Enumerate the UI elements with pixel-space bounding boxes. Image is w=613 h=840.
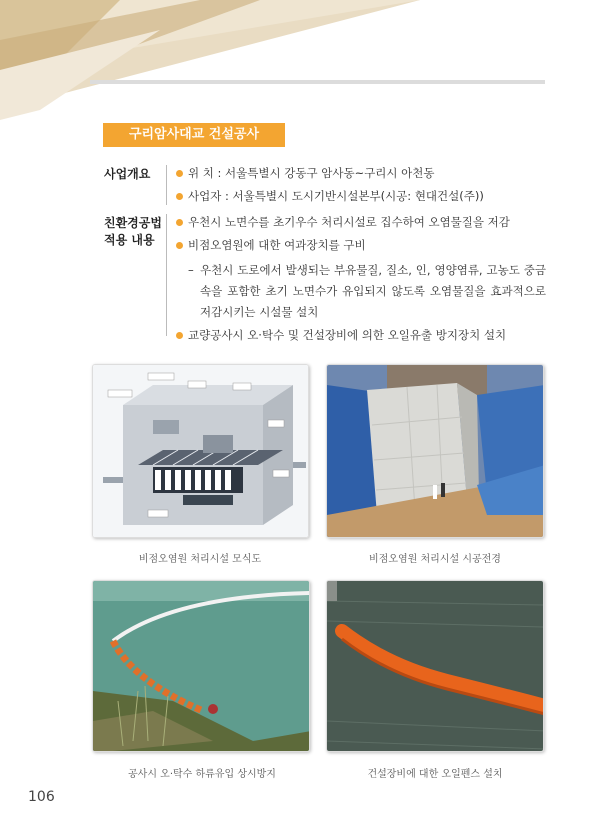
list-item: 비점오염원에 대한 여과장치를 구비 bbox=[176, 237, 546, 254]
list-item: 교량공사시 오·탁수 및 건설장비에 의한 오일유출 방지장치 설치 bbox=[176, 327, 546, 344]
construction-site-photo bbox=[326, 364, 544, 538]
bullet-icon bbox=[176, 170, 183, 177]
header-decoration bbox=[0, 0, 613, 140]
eco-list bbox=[176, 214, 546, 350]
photo-caption: 비점오염원 처리시설 모식도 bbox=[138, 554, 262, 565]
section-title: 구리암사대교 건설공사 bbox=[103, 123, 285, 147]
overview-label: 사업개요 bbox=[104, 167, 151, 181]
overview-divider bbox=[166, 165, 167, 205]
header-rule bbox=[90, 80, 545, 84]
list-item: 우천시 노면수를 초기우수 처리시설로 집수하여 오염물질을 저감 bbox=[176, 214, 546, 231]
bullet-icon bbox=[176, 332, 183, 339]
sub-list-item: – 우천시 도로에서 발생되는 부유물질, 질소, 인, 영양염류, 고농도 중금속을 포함한 초기 노면수가 유입되지 않도록 오염물질을 효과적으로 저감시키는 시설물 설치 bbox=[188, 263, 546, 319]
list-item: 사업자 : 서울특별시 도시기반시설본부(시공: 현대건설(주)) bbox=[176, 188, 556, 205]
photo-caption: 공사시 오·탁수 하류유입 상시방지 bbox=[128, 769, 276, 780]
eco-divider bbox=[166, 214, 167, 336]
bullet-icon bbox=[176, 219, 183, 226]
list-item: 위 치 : 서울특별시 강동구 암사동~구리시 아천동 bbox=[176, 165, 556, 182]
bullet-icon bbox=[176, 242, 183, 249]
eco-label: 친환경공법 적용 내용 bbox=[104, 216, 162, 247]
photo-caption: 비점오염원 처리시설 시공전경 bbox=[369, 554, 501, 565]
page-number: 106 bbox=[28, 789, 55, 805]
bullet-icon bbox=[176, 193, 183, 200]
overview-list bbox=[176, 165, 556, 211]
silt-fence-photo bbox=[92, 580, 310, 752]
photo-caption: 건설장비에 대한 오일펜스 설치 bbox=[367, 769, 503, 780]
facility-diagram-image bbox=[92, 364, 309, 538]
oil-fence-photo bbox=[326, 580, 544, 752]
